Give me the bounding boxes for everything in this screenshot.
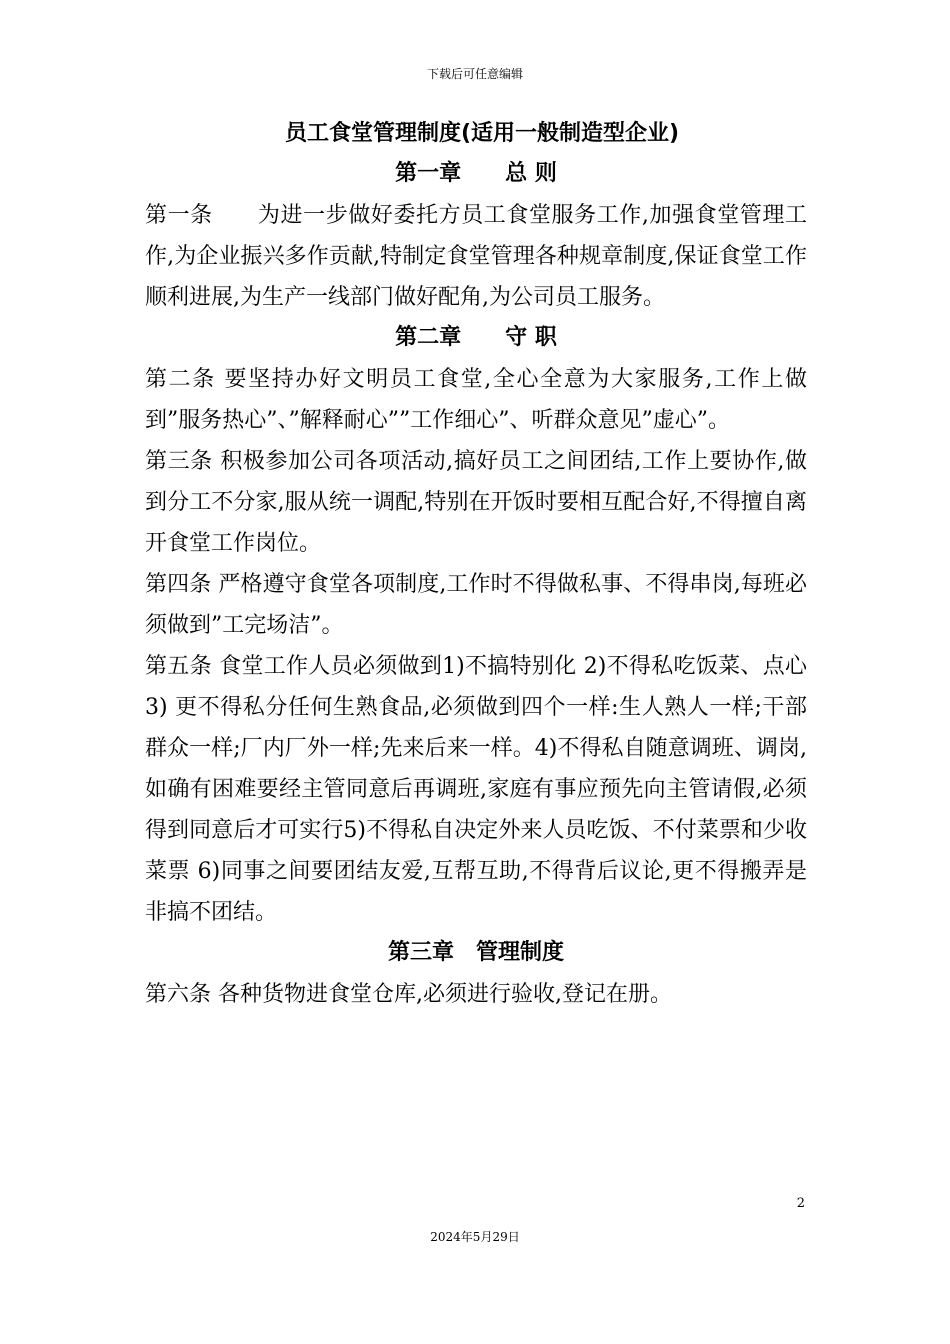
article-2: 第二条 要坚持办好文明员工食堂,全心全意为大家服务,工作上做到”服务热心”、”解释耐心””工作细心”、听群众意见”虚心”。: [145, 367, 807, 433]
article-4: 第四条 严格遵守食堂各项制度,工作时不得做私事、不得串岗,每班必须做到”工完场洁”。: [145, 572, 807, 638]
page-header: 下载后可任意编辑: [426, 67, 523, 81]
chapter-heading-1: 第一章 总 则: [395, 161, 557, 186]
document-title: 员工食堂管理制度(适用一般制造型企业): [284, 121, 680, 146]
document-body: [145, 114, 814, 1015]
chapter-heading-3: 第三章 管理制度: [387, 940, 564, 965]
article-1: 第一条 为进一步做好委托方员工食堂服务工作,加强食堂管理工作,为企业振兴多作贡献,特制定食堂管理各种规章制度,保证食堂工作顺利进展,为生产一线部门做好配角,为公司员工服务。: [145, 203, 807, 310]
article-3: 第三条 积极参加公司各项活动,搞好员工之间团结,工作上要协作,做到分工不分家,服从统一调配,特别在开饭时要相互配合好,不得擅自离开食堂工作岗位。: [145, 449, 807, 556]
page-number: 2: [796, 1196, 805, 1211]
page-footer-date: 2024年5月29日: [430, 1230, 520, 1244]
chapter-heading-2: 第二章 守 职: [395, 325, 557, 350]
article-5: 第五条 食堂工作人员必须做到1)不搞特别化 2)不得私吃饭菜、点心 3) 更不得私分任何生熟食品,必须做到四个一样:生人熟人一样;干部群众一样;厂内厂外一样;先来后来一样。4)不得私自随意调班、调岗,如确有困难要经主管同意后再调班,家庭有事应预先向主管请假,必须得到同意后才可实行5)不得私自决定外来人员吃饭、不付菜票和少收菜票 6)同事之间要团结友爱,互帮互助,不得背后议论,更不得搬弄是非搞不团结。: [145, 654, 814, 925]
article-6: 第六条 各种货物进食堂仓库,必须进行验收,登记在册。: [145, 982, 672, 1007]
